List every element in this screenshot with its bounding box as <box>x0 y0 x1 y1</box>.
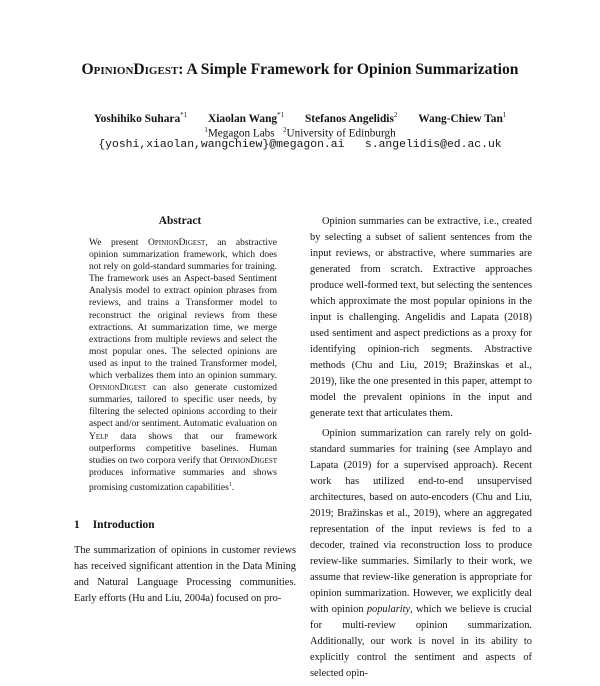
body-paragraph: Opinion summarization can rarely rely on gold-standard summaries for training (see Amplayo and Lapata (2019) for a supervised approach). Recent work has utilized end-to-end unsupervised architectures, based on auto-encoders (Chu and Liu, 2019; Bražinskas et al., 2019), where an aggregated representation of the input reviews is fed to a decoder, trained via reconstruction loss to produce review-like summaries. Similarly to their work, we assume that review-like generation is appropriate for opinion summarization. However, we explicitly deal with opinion popularity, which we believe is crucial for multi-review opinion summarization. Additionally, our work is novel in its ability to explicitly control the sentiment and aspects of selected opin- <box>310 428 532 679</box>
paper-title <box>0 61 600 79</box>
right-column <box>310 214 532 686</box>
author: Yoshihiko Suhara$^{*1}$ <box>93 111 188 125</box>
author: Xiaolan Wang$^{*1}$ <box>208 111 285 125</box>
body-paragraph: Opinion summaries can be extractive, i.e., created by selecting a subset of salient sentences from the input reviews, or abstractive, where summaries are generated from scratch. Extractive approaches produce well-formed text, but selecting the sentences which approximate the most popular opinions in the input is challenging. Angelidis and Lapata (2018) used sentiment and aspect predictions as a proxy for identifying opinion-rich segments. Abstractive methods (Chu and Liu, 2019; Bražinskas et al., 2019), like the one presented in this paper, attempt to model the prevalent opinions in the input and generate text that articulates them. <box>310 216 532 419</box>
author: Wang-Chiew Tan$^1$ <box>418 111 507 125</box>
footnote-mark: 1 <box>228 481 232 488</box>
author: Stefanos Angelidis$^2$ <box>304 111 398 125</box>
system-name: OpinionDigest <box>81 61 179 78</box>
intro-paragraph: The summarization of opinions in customer reviews has received significant attention in the Data Mining and Natural Language Processing communities. Early efforts (Hu and Liu, 2004a) focused on pro- <box>74 545 296 604</box>
affiliations: $^1$Megagon Labs $^2$University of Edinburgh <box>204 126 396 140</box>
affiliation: University of Edinburgh <box>286 127 396 140</box>
section-heading-introduction: 1 Introduction <box>74 519 155 531</box>
abstract-body: We present OpinionDigest, an abstractive opinion summarization framework, which does not rely on gold-standard summaries for training. The framework uses an Aspect-based Sentiment Analysis model to extract opinion phrases from reviews, and trains a Transformer model to reconstruct the original reviews from these extractions. At summarization time, we merge extractions from multiple reviews and select the most popular ones. The selected opinions are used as input to the trained Transformer model, which verbalizes them into an opinion summary. OpinionDigest can also generate customized summaries, tailored to specific user needs, by filtering the selected opinions according to their aspect and/or sentiment. Automatic evaluation on Yelp data shows that our framework outperforms competitive baselines. Human studies on two corpora verify that OpinionDigest produces informative summaries and shows promising customization capabilities$^1$. <box>89 238 277 494</box>
affiliation: Megagon Labs <box>207 127 275 140</box>
abstract-heading: Abstract <box>158 215 202 227</box>
title-text: : A Simple Framework for Opinion Summarization <box>178 61 519 78</box>
author-emails: {yoshi,xiaolan,wangchiew}@megagon.ai s.angelidis@ed.ac.uk <box>98 139 502 151</box>
